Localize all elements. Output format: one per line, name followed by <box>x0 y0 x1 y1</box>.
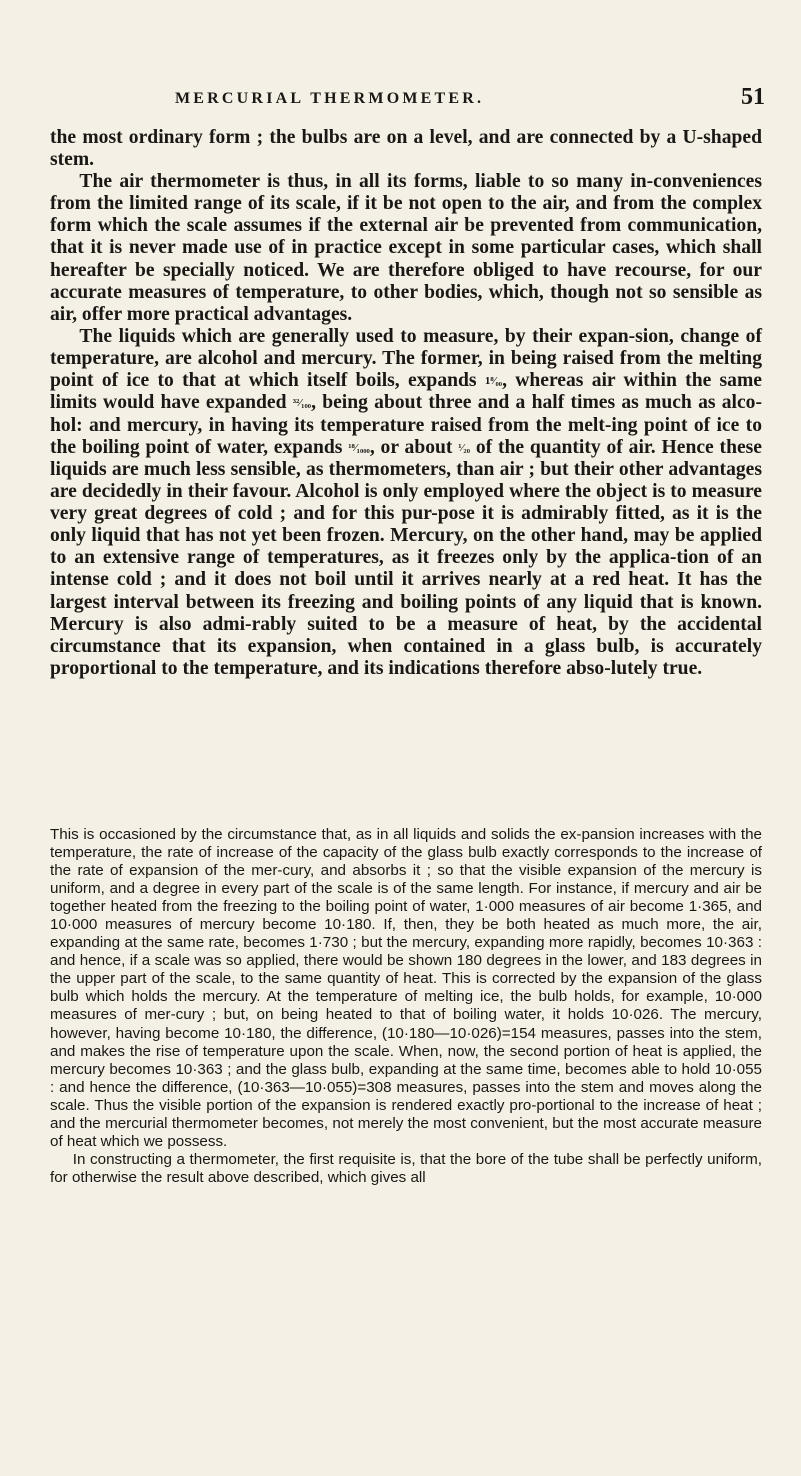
fraction-air: ³²⁄₁₀₀ <box>292 397 312 410</box>
running-head <box>175 84 765 114</box>
note-block <box>50 826 762 1187</box>
running-title: MERCURIAL THERMOMETER. <box>175 90 485 107</box>
fraction-alcohol: 1⁸⁄₀₀ <box>484 375 503 388</box>
paragraph-3-part-a: The liquids which are generally used to measure, by their expan-sion, change of temperature, are alcohol and mercury. The former, in being raised from the melting point of ice to that at which itself boils, expands <box>50 325 762 392</box>
paragraph-1: the most ordinary form ; the bulbs are on a level, and are connected by a U-shaped stem. <box>50 127 762 171</box>
paragraph-3-part-e: of the quantity of air. Hence these liquids are much less sensible, as thermometers, than air ; but their other advantages are decidedly in their favour. Alcohol is only employed where the object is to measure very great degrees of cold ; and for this pur-pose it is admirably fitted, as it is the only liquid that has not yet been frozen. Mercury, on the other hand, may be applied to an extensive range of temperatures, as it freezes only by the applica-tion of an intense cold ; and it does not boil until it arrives nearly at a red heat. It has the largest interval between its freezing and boiling points of any liquid that is known. Mercury is also admi-rably suited to be a measure of heat, by the accidental circumstance that its expansion, when contained in a glass bulb, is accurately proportional to the temperature, and its indications therefore abso-lutely true. <box>50 436 762 679</box>
paragraph-3-part-d: , or about <box>369 436 453 458</box>
paragraph-2: The air thermometer is thus, in all its forms, liable to so many in-conveniences from the limited range of its scale, if it be not open to the air, and from the complex form which the scale assumes if the external air be prevented from communication, that it is never made use of in practice except in some particular cases, which shall hereafter be specially noticed. We are therefore obliged to have recourse, for our accurate measures of temperature, to other bodies, which, though not so sensible as air, offer more practical advantages. <box>50 171 762 325</box>
paragraph-3-part-c: , being about three and a half times as much as alco-hol: and mercury, in having its temperature raised from the melt-ing point of ice to the boiling point of water, expands <box>50 392 762 458</box>
page-number: 51 <box>741 84 765 110</box>
paragraph-3-part-b: , whereas air within the same limits would have expanded <box>50 370 762 414</box>
fraction-mercury: ¹⁸⁄₁₀₀₀ <box>348 441 370 454</box>
main-text <box>50 127 762 680</box>
fraction-ratio: ¹⁄₂₀ <box>458 441 470 454</box>
paragraph-3 <box>50 326 762 680</box>
note-paragraph-2: In constructing a thermometer, the first requisite is, that the bore of the tube shall be perfectly uniform, for otherwise the result above described, which gives all <box>50 1150 762 1186</box>
note-paragraph-1: This is occasioned by the circumstance that, as in all liquids and solids the ex-pansion increases with the temperature, the rate of increase of the capacity of the glass bulb exactly corresponds to the increase of the rate of expansion of the mer-cury, and absorbs it ; so that the visible expansion of the mercury is uniform, and a degree in every part of the scale is of the same length. For instance, if mercury and air be together heated from the freezing to the boiling point of water, 1·000 measures of air become 1·365, and 10·000 measures of mercury become 10·180. If, then, they be both heated as much more, the air, expanding at the same rate, becomes 1·730 ; but the mercury, expanding more rapidly, becomes 10·363 : and hence, if a scale was so applied, there would be shown 180 degrees in the lower, and 183 degrees in the upper part of the scale, to the same quantity of heat. This is corrected by the expansion of the glass bulb which holds the mercury. At the temperature of melting ice, the bulb holds, for example, 10·000 measures of mer-cury ; but, on being heated to that of boiling water, it holds 10·026. The mercury, however, having become 10·180, the difference, (10·180—10·026)=154 measures, passes into the stem, and makes the rise of temperature upon the scale. When, now, the second portion of heat is applied, the mercury becomes 10·363 ; and the glass bulb, expanding at the same time, becomes able to hold 10·055 : and hence the difference, (10·363—10·055)=308 measures, passes into the stem and moves along the scale. Thus the visible portion of the expansion is rendered exactly pro-portional to the increase of heat ; and the mercurial thermometer becomes, not merely the most convenient, but the most accurate measure of heat which we possess. <box>50 826 762 1150</box>
